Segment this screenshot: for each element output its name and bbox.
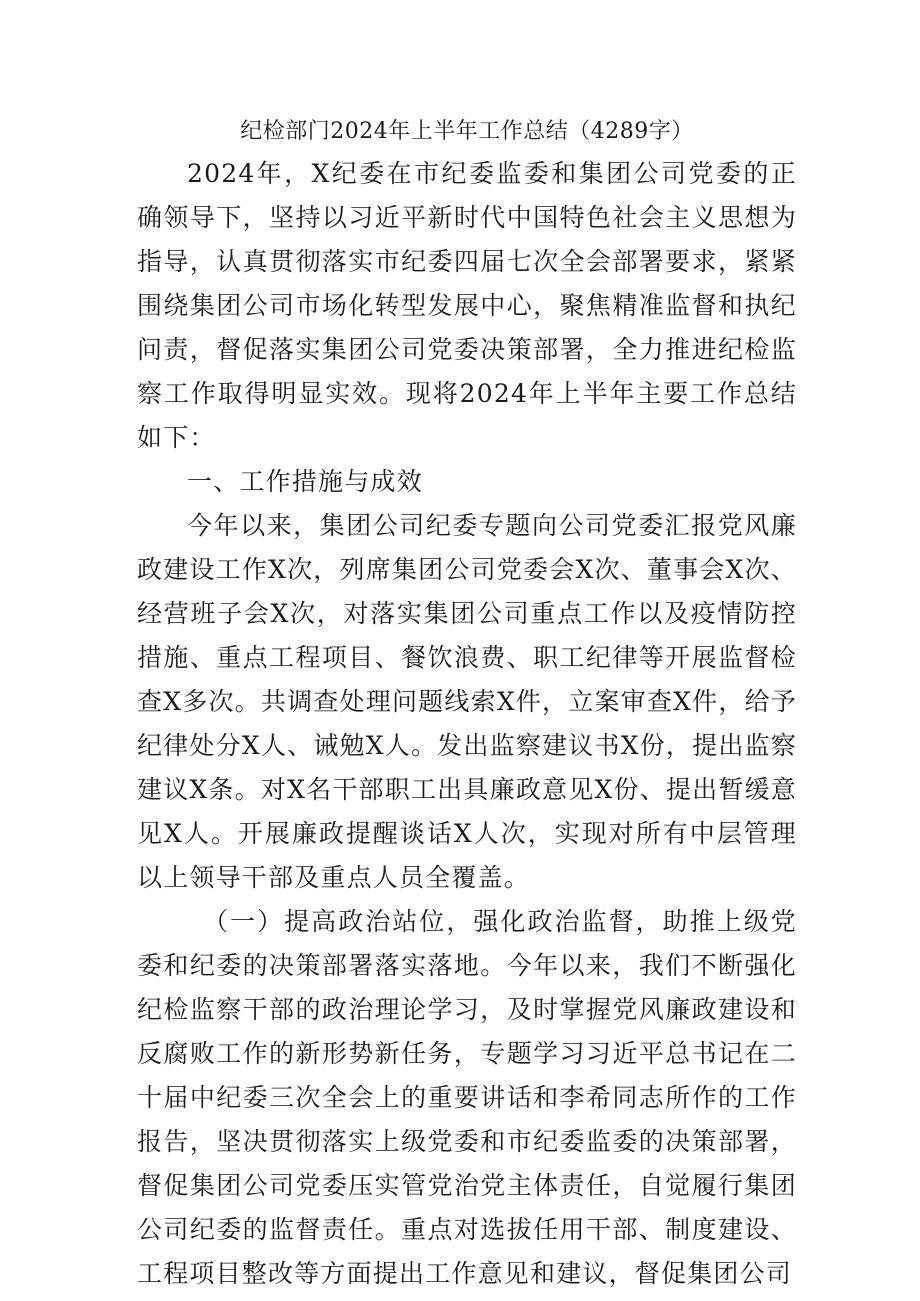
document-title: 纪检部门2024年上半年工作总结（4289字） [240, 119, 694, 144]
document-page [137, 112, 797, 1296]
subsection-1-paragraph: （一）提高政治站位，强化政治监督，助推上级党委和纪委的决策部署落实落地。今年以来，我们不断强化纪检监察干部的政治理论学习，及时掌握党风廉政建设和反腐败工作的新形势新任务，专题学习习近平总书记在二十届中纪委三次全会上的重要讲话和李希同志所作的工作报告，坚决贯彻落实上级党委和市纪委监委的决策部署，督促集团公司党委压实管党治党主体责任，自觉履行集团公司纪委的监督责任。重点对选拔任用干部、制度建设、工程项目整改等方面提出工作意见和建议，督促集团公司 [137, 907, 797, 1288]
section-1-paragraph: 今年以来，集团公司纪委专题向公司党委汇报党风廉政建设工作X次，列席集团公司党委会X次、董事会X次、经营班子会X次，对落实集团公司重点工作以及疫情防控措施、重点工程项目、餐饮浪费、职工纪律等开展监督检查X多次。共调查处理问题线索X件，立案审查X件，给予纪律处分X人、诫勉X人。发出监察建议书X份，提出监察建议X条。对X名干部职工出具廉政意见X份、提出暂缓意见X人。开展廉政提醒谈话X人次，实现对所有中层管理以上领导干部及重点人员全覆盖。 [137, 511, 797, 892]
intro-paragraph: 2024年，X纪委在市纪委监委和集团公司党委的正确领导下，坚持以习近平新时代中国特色社会主义思想为指导，认真贯彻落实市纪委四届七次全会部署要求，紧紧围绕集团公司市场化转型发展中心，聚焦精准监督和执纪问责，督促落实集团公司党委决策部署，全力推进纪检监察工作取得明显实效。现将2024年上半年主要工作总结如下： [137, 159, 797, 452]
section-heading-1: 一、工作措施与成效 [187, 467, 423, 496]
